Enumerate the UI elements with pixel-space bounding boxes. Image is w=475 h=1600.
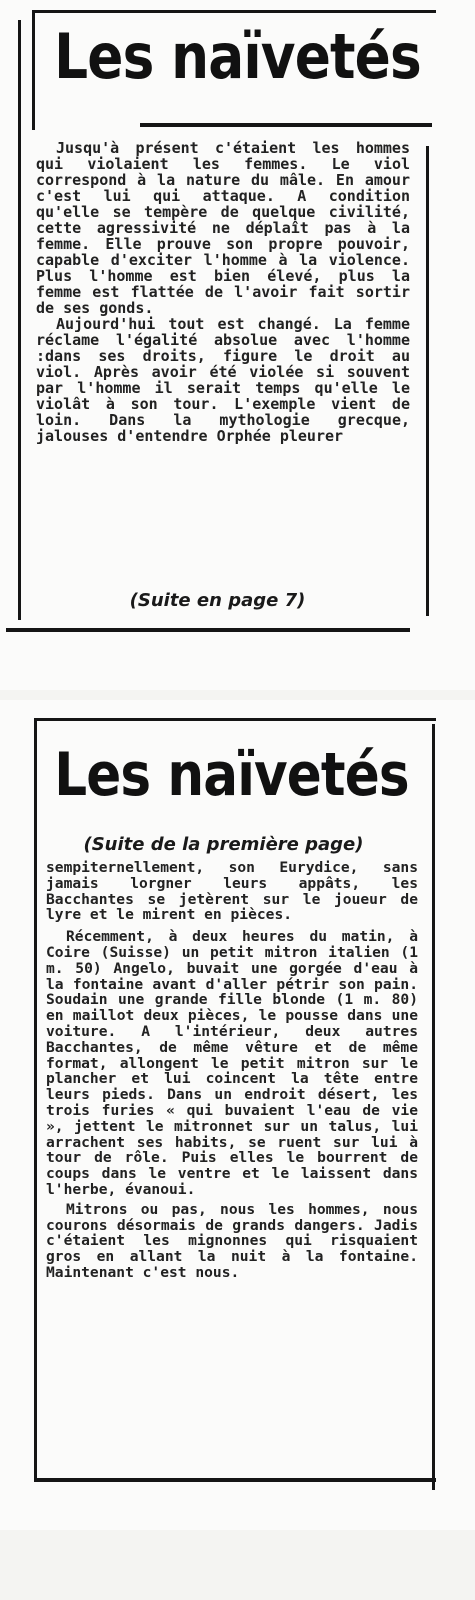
article-body	[36, 140, 410, 444]
bottom-rule	[34, 1478, 436, 1482]
article-paragraph-2: Récemment, à deux heures du matin, à Coire (Suisse) un petit mitron italien (1 m. 50) Angelo, buvait une gorgée d'eau à la fontaine avant d'aller pétrir son pain. Soudain une grande fille blonde (1 m. 80) en maillot deux pièces, le pousse dans une voiture. A l'intérieur, deux autres Bacchantes, de même vêture et de même format, allongent le petit mitron sur le plancher et lui coincent la tête entre leurs pieds. Dans un endroit désert, les trois furies « qui buvaient l'eau de vie », jettent le mitronnet sur un talus, lui arrachent ses habits, se ruent sur lui à tour de rôle. Puis elles le bourrent de coups dans le ventre et le laissent dans l'herbe, évanoui.	[46, 928, 418, 1198]
article-body	[46, 860, 418, 1281]
left-rule	[18, 20, 21, 620]
headline: Les naïvetés	[54, 20, 421, 93]
headline: Les naïvetés	[54, 740, 409, 810]
article-paragraph-2: Aujourd'hui tout est changé. La femme réclame l'égalité absolue avec l'homme :dans ses droits, figure le droit au viol. Après avoir été violée si souvent par l'homme il serait temps qu'elle le violât à son tour. L'exemple vient de loin. Dans la mythologie grecque, jalouses d'entendre Orphée pleurer	[36, 315, 410, 445]
top-rule	[34, 10, 436, 13]
top-rule	[34, 718, 436, 721]
article-paragraph-1: sempiternellement, son Eurydice, sans jamais lorgner leurs appâts, les Bacchantes se jetèrent sur le joueur de lyre et le mirent en pièces.	[46, 859, 418, 924]
subtitle: (Suite de la première page)	[83, 834, 364, 855]
continuation-note: (Suite en page 7)	[129, 590, 306, 611]
article-paragraph-3: Mitrons ou pas, nous les hommes, nous courons désormais de grands dangers. Jadis c'étaient les mignonnes qui risquaient gros en allant la nuit à la fontaine. Maintenant c'est nous.	[46, 1200, 418, 1281]
left-rule	[34, 718, 37, 1478]
newspaper-clipping-continuation	[0, 700, 475, 1530]
headline-underline-rule	[140, 123, 432, 127]
bottom-rule	[6, 628, 410, 632]
right-rule	[426, 146, 429, 616]
newspaper-clipping-front-page	[0, 0, 475, 690]
article-paragraph-1: Jusqu'à présent c'étaient les hommes qui violaient les femmes. Le viol correspond à la nature du mâle. En amour c'est lui qui attaque. A condition qu'elle se tempère de quelque civilité, cette agressivité ne déplaît pas à la femme. Elle prouve son propre pouvoir, capable d'exciter l'homme à la violence. Plus l'homme est bien élevé, plus la femme est flattée de l'avoir fait sortir de ses gonds.	[36, 139, 410, 317]
